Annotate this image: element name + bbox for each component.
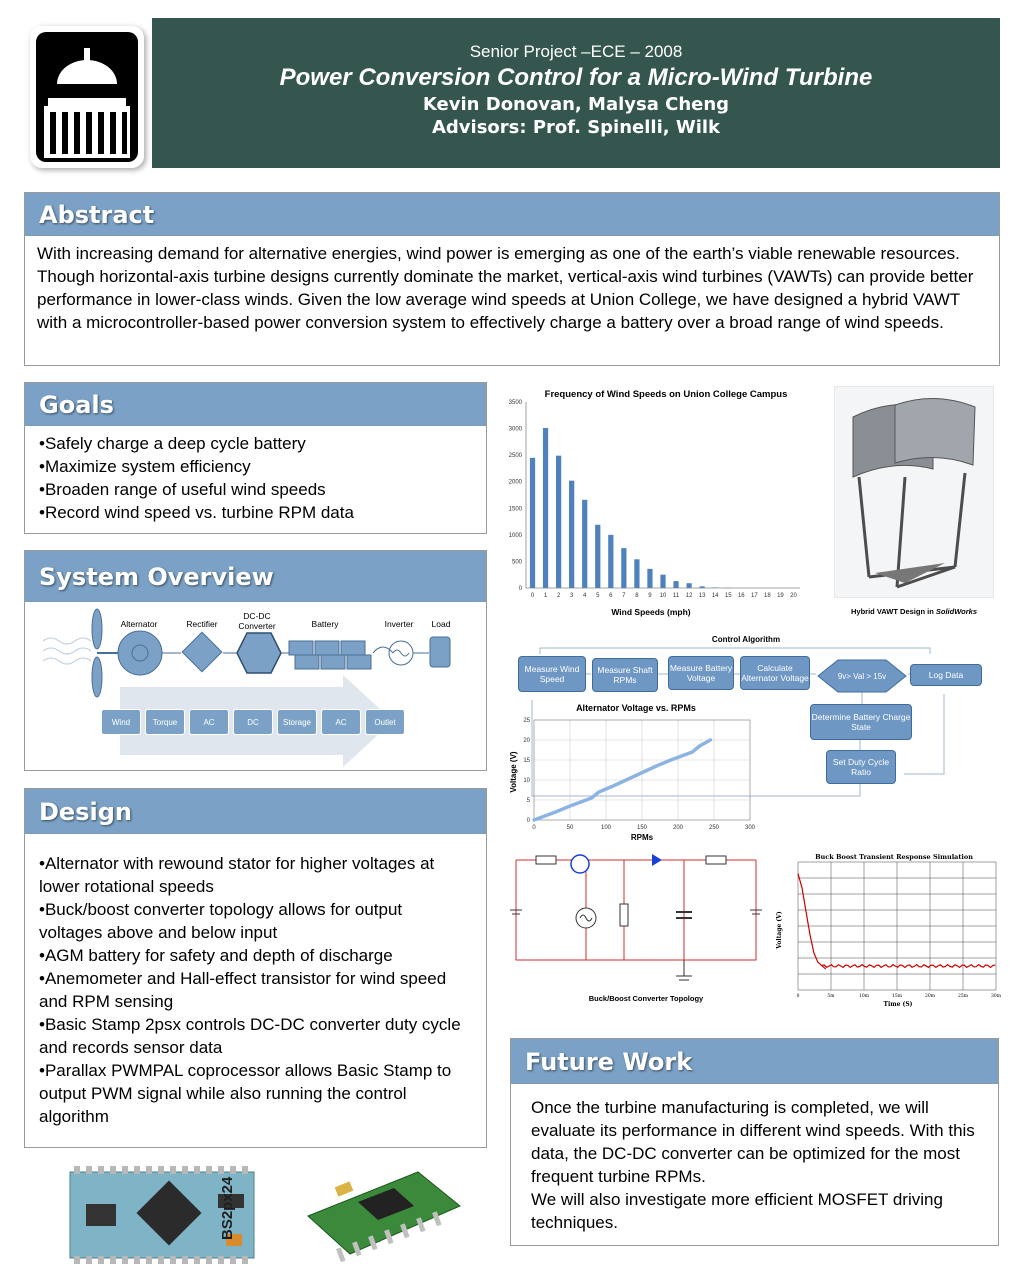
buck-boost-schematic	[506, 848, 776, 994]
dc-dc-converter-icon	[237, 633, 281, 673]
x-tick-label: 4	[583, 593, 587, 599]
abstract-heading: Abstract	[25, 193, 999, 236]
poster-title: Power Conversion Control for a Micro-Wind Turbine	[279, 64, 873, 91]
x-tick-label: 5	[596, 593, 600, 599]
chart-ylabel: Voltage (V)	[509, 751, 518, 793]
bar	[673, 581, 678, 588]
x-tick-label: 6	[609, 593, 613, 599]
advisors: Advisors: Prof. Spinelli, Wilk	[431, 117, 721, 138]
flow-step: AC	[189, 709, 229, 735]
y-tick-label: 3500	[508, 400, 522, 406]
flow-set-duty-cycle: Set Duty Cycle Ratio	[826, 750, 896, 784]
control-algorithm-title: Control Algorithm	[711, 635, 781, 644]
design-item: •Alternator with rewound stator for higher voltages at lower rotational speeds	[39, 854, 435, 896]
mosfet-icon	[571, 855, 589, 873]
chart-xlabel: RPMs	[630, 833, 654, 842]
load-icon	[430, 637, 450, 667]
y-tick-label: 2500	[508, 453, 522, 460]
college-logo	[30, 26, 144, 168]
bar	[530, 458, 535, 588]
component-label: Battery	[311, 619, 339, 629]
bar	[595, 525, 600, 588]
flow-decision-diamond	[814, 658, 910, 694]
bar	[713, 587, 718, 588]
x-tick-label: 0	[532, 825, 536, 831]
flow-step: Torque	[145, 709, 185, 735]
flow-determine-charge-state: Determine Battery Charge State	[810, 704, 912, 740]
transient-response-chart	[774, 850, 1002, 1012]
x-tick-label: 2	[556, 593, 561, 599]
design-item: •Basic Stamp 2psx controls DC-DC converter duty cycle and records sensor data	[39, 1015, 461, 1057]
basic-stamp-board-image	[66, 1164, 258, 1264]
transient-series-line	[798, 874, 995, 969]
abstract-section	[24, 192, 1000, 366]
design-heading: Design	[25, 789, 486, 834]
x-tick-label: 7	[622, 593, 626, 599]
goal-item: •Safely charge a deep cycle battery	[39, 434, 306, 453]
wind-speed-bar-chart-svg	[496, 382, 814, 618]
goals-section	[24, 382, 487, 534]
project-line: Senior Project –ECE – 2008	[469, 42, 683, 61]
circuit-caption: Buck/Boost Converter Topology	[588, 994, 704, 1003]
chart-ylabel: Voltage (V)	[776, 911, 783, 949]
y-tick-label: 15	[523, 758, 530, 764]
chart-xlabel: Time (S)	[883, 1001, 913, 1008]
bar	[621, 548, 626, 588]
resistor-icon	[536, 856, 556, 864]
bar	[543, 428, 548, 588]
x-tick-label: 14	[711, 593, 719, 599]
x-tick-label: 150	[636, 825, 648, 831]
turbine-3d-image	[834, 386, 994, 598]
design-item: •AGM battery for safety and depth of discharge	[39, 946, 393, 965]
flow-step: Storage	[277, 709, 317, 735]
wind-waves-icon	[43, 638, 91, 664]
future-work-section	[510, 1038, 999, 1246]
flow-decision-text: 9v> Val > 15v	[837, 672, 887, 681]
bar	[660, 575, 665, 588]
chip-label: BS2px24	[219, 1176, 236, 1240]
inductor-icon	[620, 904, 628, 926]
x-tick-label: 250	[708, 825, 720, 831]
system-overview-heading: System Overview	[25, 551, 486, 602]
x-tick-label: 15m	[892, 994, 902, 999]
y-tick-label: 10	[523, 778, 530, 784]
x-tick-label: 200	[672, 825, 684, 831]
bar	[608, 535, 613, 588]
component-label: Inverter	[384, 619, 414, 629]
goal-item: •Maximize system efficiency	[39, 457, 251, 476]
x-tick-label: 5m	[827, 994, 835, 999]
goal-item: •Record wind speed vs. turbine RPM data	[39, 503, 354, 522]
x-tick-label: 17	[750, 593, 758, 599]
x-tick-label: 20m	[925, 994, 935, 999]
rectifier-icon	[182, 632, 222, 672]
chart-title: Buck Boost Transient Response Simulation	[815, 853, 973, 861]
bar	[634, 559, 639, 588]
bar	[569, 481, 574, 588]
goals-list	[25, 426, 486, 524]
battery-icon	[289, 641, 371, 669]
component-label: Rectifier	[186, 619, 218, 629]
bar	[700, 586, 705, 588]
y-tick-label: 1000	[508, 532, 522, 539]
x-tick-label: 1	[543, 593, 548, 599]
y-tick-label: 25	[523, 718, 530, 724]
x-tick-label: 8	[635, 593, 639, 599]
y-tick-label: 3000	[508, 426, 522, 433]
y-tick-label: 0	[526, 818, 530, 824]
y-tick-label: 2000	[508, 479, 522, 486]
flow-step: Wind	[101, 709, 141, 735]
chart-title: Frequency of Wind Speeds on Union College Campus	[544, 389, 788, 400]
flow-step: DC	[233, 709, 273, 735]
x-tick-label: 11	[672, 593, 680, 599]
pwmpal-chip-image	[298, 1166, 464, 1266]
alternator-voltage-chart	[506, 700, 762, 846]
y-tick-label: 5	[526, 798, 530, 804]
x-tick-label: 25m	[958, 994, 968, 999]
x-tick-label: 30m	[991, 994, 1001, 999]
wind-speed-chart	[496, 382, 814, 618]
goal-item: •Broaden range of useful wind speeds	[39, 480, 326, 499]
poster-header	[152, 18, 1000, 168]
flow-calculate-alternator-voltage: Calculate Alternator Voltage	[740, 656, 810, 690]
component-label: DC-DC Converter	[238, 611, 276, 631]
flow-step: Outlet	[365, 709, 405, 735]
chart-title: Alternator Voltage vs. RPMs	[576, 703, 696, 713]
y-tick-label: 500	[511, 559, 522, 566]
goals-heading: Goals	[25, 383, 486, 426]
x-tick-label: 3	[569, 593, 574, 599]
flow-measure-shaft-rpm: Measure Shaft RPMs	[592, 658, 658, 692]
flow-measure-battery-voltage: Measure Battery Voltage	[668, 656, 734, 690]
x-tick-label: 18	[764, 593, 771, 599]
design-item: •Parallax PWMPAL coprocessor allows Basic Stamp to output PWM signal while also running the control algorithm	[39, 1061, 452, 1126]
future-work-heading: Future Work	[511, 1039, 998, 1084]
flow-step: AC	[321, 709, 361, 735]
flow-log-data: Log Data	[910, 664, 982, 686]
component-label: Alternator	[120, 619, 158, 629]
x-tick-label: 50	[566, 825, 574, 831]
design-item: •Anemometer and Hall-effect transistor for wind speed and RPM sensing	[39, 969, 447, 1011]
turbine-caption-software: SolidWorks	[935, 607, 977, 616]
alternator-voltage-line-chart-svg	[506, 700, 762, 846]
authors: Kevin Donovan, Malysa Cheng	[422, 94, 730, 115]
future-work-text	[511, 1084, 998, 1234]
college-dome-icon	[30, 26, 144, 168]
x-tick-label: 20	[790, 593, 797, 599]
component-label: Load	[431, 619, 451, 629]
bar	[556, 456, 561, 588]
abstract-text: With increasing demand for alternative energies, wind power is emerging as one of the earth’s viable renewable resources. Though horizontal-axis turbine designs currently dominate the market, vertical-axis wind turbines (VAWTs) can provide better performance in lower-class winds. Given the low average wind speeds at Union College, we have designed a hybrid VAWT with a microcontroller-based power conversion system to effectively charge a battery over a broad range of wind speeds.	[37, 244, 974, 332]
turbine-caption	[834, 607, 994, 616]
x-tick-label: 10m	[859, 994, 869, 999]
future-work-paragraph: We will also investigate more efficient MOSFET driving techniques.	[531, 1190, 943, 1232]
bar	[686, 583, 691, 588]
y-tick-label: 0	[518, 586, 522, 592]
bar	[647, 569, 652, 588]
x-tick-label: 9	[648, 593, 652, 599]
bar	[582, 500, 587, 588]
future-work-paragraph: Once the turbine manufacturing is completed, we will evaluate its performance in different wind speeds. With this data, the DC-DC converter can be optimized for the most frequent turbine RPMs.	[531, 1098, 975, 1186]
alternator-icon	[118, 631, 162, 675]
flow-measure-wind-speed: Measure Wind Speed	[518, 656, 586, 692]
x-tick-label: 0	[796, 994, 800, 999]
x-tick-label: 10	[659, 593, 667, 599]
x-tick-label: 12	[685, 593, 693, 599]
design-item: •Buck/boost converter topology allows for output voltages above and below input	[39, 900, 403, 942]
chart-xlabel: Wind Speeds (mph)	[611, 607, 691, 617]
x-tick-label: 13	[698, 593, 706, 599]
diode-icon	[652, 854, 662, 866]
x-tick-label: 300	[744, 825, 756, 831]
resistor-icon	[706, 856, 726, 864]
buck-boost-circuit	[506, 848, 776, 1006]
x-tick-label: 0	[530, 593, 535, 599]
turbine-caption-prefix: Hybrid VAWT Design in	[851, 607, 936, 616]
x-tick-label: 100	[600, 825, 612, 831]
system-diagram	[25, 603, 486, 769]
y-tick-label: 20	[523, 738, 530, 744]
y-tick-label: 1500	[508, 506, 522, 513]
x-tick-label: 15	[724, 593, 732, 599]
transient-response-svg	[774, 850, 1002, 1012]
system-overview-section	[24, 550, 487, 771]
x-tick-label: 19	[777, 593, 784, 599]
design-section	[24, 788, 487, 1148]
x-tick-label: 16	[737, 593, 745, 599]
design-list	[25, 834, 486, 1128]
